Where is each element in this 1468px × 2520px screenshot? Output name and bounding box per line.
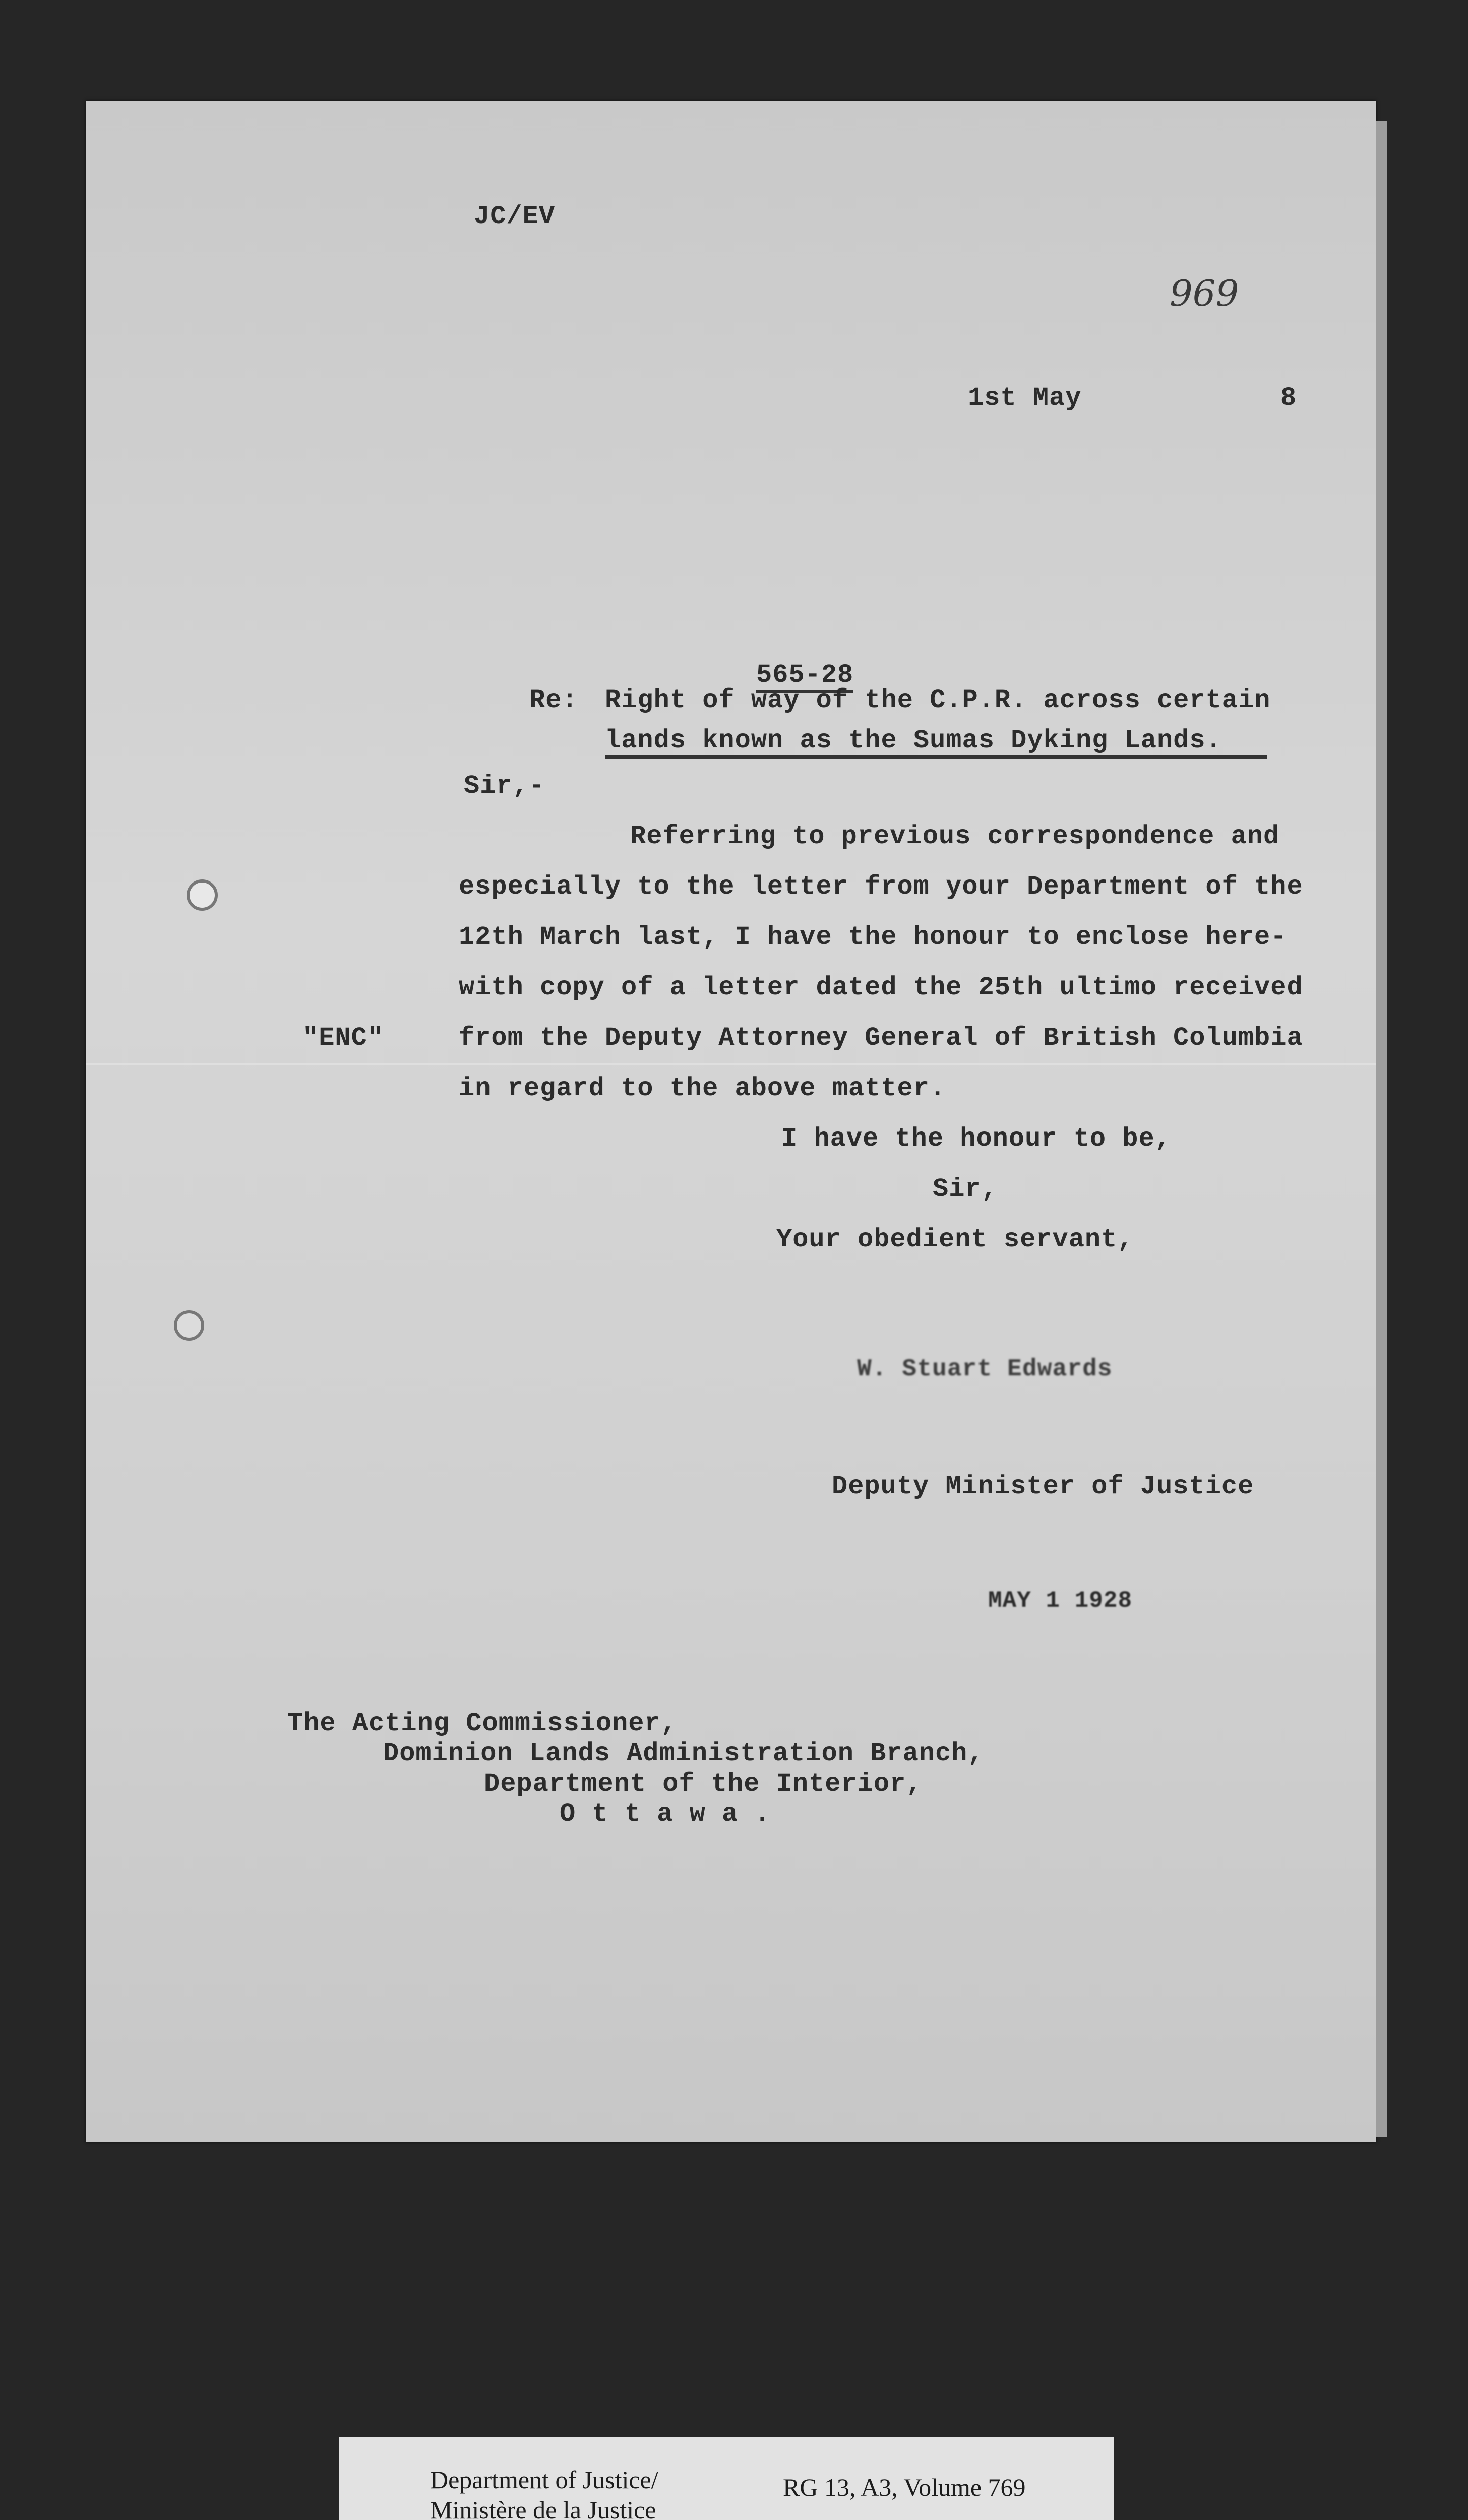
re-label: Re: [529, 685, 578, 715]
letter-page [86, 101, 1376, 2142]
archive-reference: RG 13, A3, Volume 769 [783, 2473, 1026, 2501]
reference-initials: JC/EV [474, 202, 556, 231]
body-line: Referring to previous correspondence and [630, 822, 1280, 851]
handwritten-number: 969 [1170, 272, 1239, 314]
body-line: especially to the letter from your Department of the [459, 872, 1303, 902]
closing-line: Sir, [933, 1174, 998, 1204]
page-edge [1376, 121, 1387, 2137]
archive-label [339, 2437, 1114, 2520]
addressee-line: Dominion Lands Administration Branch, [383, 1739, 984, 1769]
signature-stamp: W. Stuart Edwards [857, 1356, 1113, 1383]
addressee-line: O t t a w a . [560, 1799, 771, 1829]
closing-line: I have the honour to be, [781, 1124, 1171, 1154]
date-stamp: MAY 1 1928 [988, 1588, 1133, 1614]
body-line: 12th March last, I have the honour to enclose here- [459, 922, 1287, 952]
addressee-line: The Acting Commissioner, [287, 1709, 677, 1738]
department-line-2: Ministère de la Justice [430, 2496, 656, 2520]
salutation: Sir,- [464, 771, 545, 801]
letter-date-digit: 8 [1280, 383, 1297, 413]
page-crease [86, 1063, 1376, 1065]
addressee-line: Department of the Interior, [484, 1769, 923, 1799]
closing-line: Your obedient servant, [776, 1225, 1134, 1254]
letter-date: 1st May [968, 383, 1082, 413]
enc-mark: "ENC" [302, 1023, 384, 1053]
department-line-1: Department of Justice/ [430, 2466, 658, 2494]
subject-line-2: lands known as the Sumas Dyking Lands. [605, 726, 1267, 759]
file-number: 565-28 [756, 660, 853, 693]
punch-hole [174, 1310, 204, 1341]
body-line: from the Deputy Attorney General of British Columbia [459, 1023, 1303, 1053]
signatory-title: Deputy Minister of Justice [832, 1472, 1254, 1501]
body-line: in regard to the above matter. [459, 1074, 946, 1103]
body-line: with copy of a letter dated the 25th ultimo received [459, 973, 1303, 1002]
punch-hole [187, 879, 218, 911]
subject-line-1: Right of way of the C.P.R. across certain [605, 685, 1271, 715]
